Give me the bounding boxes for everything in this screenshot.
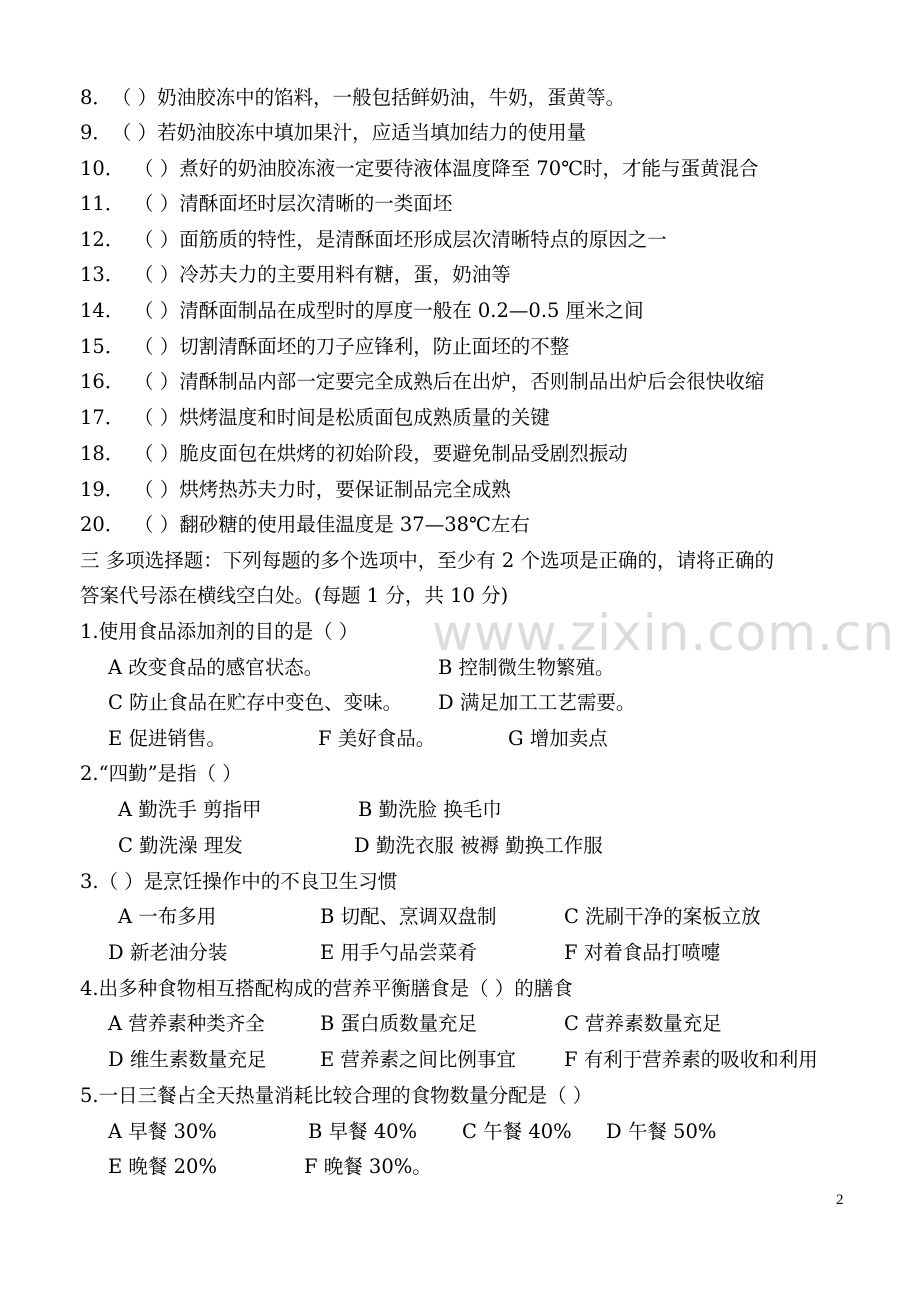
- tf-item: [80, 299, 644, 323]
- item-text: （ ）切割清酥面坯的刀子应锋利，防止面坯的不整: [134, 335, 570, 358]
- option: C 营养素数量充足: [564, 1012, 722, 1035]
- tf-item: [80, 478, 511, 502]
- option-row: [108, 941, 720, 965]
- option: C 防止食品在贮存中变色、变味。: [108, 691, 403, 714]
- option: B 切配、烹调双盘制: [320, 905, 497, 928]
- watermark: www.zixin.com.cn: [432, 604, 896, 662]
- item-number: 14．: [80, 299, 125, 322]
- option: D 午餐 50%: [606, 1120, 717, 1143]
- option-row: [108, 1155, 432, 1179]
- tf-item: [80, 406, 550, 430]
- option-row: [118, 834, 603, 858]
- section-instructions: 答案代号添在横线空白处。(每题 1 分，共 10 分): [80, 584, 509, 607]
- item-text: （ ）脆皮面包在烘烤的初始阶段，要避免制品受剧烈振动: [134, 442, 628, 465]
- tf-item: [80, 86, 625, 110]
- page-number: 2: [836, 1192, 844, 1208]
- tf-item: [80, 192, 452, 216]
- item-number: 11．: [80, 192, 125, 215]
- item-text: （ ）清酥制品内部一定要完全成熟后在出炉，否则制品出炉后会很快收缩: [134, 370, 765, 393]
- option: D 新老油分装: [108, 941, 228, 964]
- option-row: [108, 727, 608, 751]
- item-text: （ ）清酥面坯时层次清晰的一类面坯: [134, 192, 453, 215]
- tf-item: [80, 370, 764, 394]
- item-number: 12．: [80, 228, 125, 251]
- section-heading: 三 多项选择题：下列每题的多个选项中，至少有 2 个选项是正确的，请将正确的: [80, 549, 775, 572]
- tf-item: [80, 157, 759, 181]
- item-text: （ ）清酥面制品在成型时的厚度一般在 0.2—0.5 厘米之间: [134, 299, 644, 322]
- item-text: （ ）冷苏夫力的主要用料有糖，蛋，奶油等: [134, 263, 511, 286]
- tf-item: [80, 335, 569, 359]
- item-text: （ ）奶油胶冻中的馅料，一般包括鲜奶油，牛奶，蛋黄等。: [111, 86, 626, 109]
- item-text: （ ）烘烤温度和时间是松质面包成熟质量的关键: [134, 406, 550, 429]
- option: A 营养素种类齐全: [108, 1012, 265, 1035]
- option: E 晚餐 20%: [108, 1155, 217, 1178]
- item-number: 16．: [80, 370, 125, 393]
- option: F 晚餐 30%。: [304, 1155, 432, 1178]
- option-row: [108, 1012, 722, 1036]
- tf-item: [80, 263, 511, 287]
- item-text: （ ）若奶油胶冻中填加果汁，应适当填加结力的使用量: [111, 121, 587, 144]
- option: E 促进销售。: [108, 727, 226, 750]
- item-number: 17．: [80, 406, 125, 429]
- item-text: （ ）面筋质的特性，是清酥面坯形成层次清晰特点的原因之一: [134, 228, 667, 251]
- item-number: 15．: [80, 335, 125, 358]
- option: D 满足加工工艺需要。: [438, 691, 636, 714]
- option: B 勤洗脸 换毛巾: [358, 798, 502, 821]
- option: B 早餐 40%: [308, 1120, 418, 1143]
- option: A 勤洗手 剪指甲: [118, 798, 262, 821]
- option-row: [108, 1048, 818, 1072]
- option: F 美好食品。: [318, 727, 436, 750]
- item-text: （ ）煮好的奶油胶冻液一定要待液体温度降至 70℃时，才能与蛋黄混合: [134, 157, 759, 180]
- option: A 改变食品的感官状态。: [108, 656, 324, 679]
- option: F 有利于营养素的吸收和利用: [564, 1048, 818, 1071]
- option: A 一布多用: [118, 905, 217, 928]
- item-number: 19．: [80, 478, 125, 501]
- item-text: （ ）烘烤热苏夫力时，要保证制品完全成熟: [134, 478, 511, 501]
- option: A 早餐 30%: [108, 1120, 217, 1143]
- option-row: [118, 905, 761, 929]
- option-row: [118, 798, 502, 822]
- option: B 蛋白质数量充足: [320, 1012, 478, 1035]
- question-stem: 1.使用食品添加剂的目的是（ ）: [80, 620, 359, 643]
- option-row: [108, 691, 635, 715]
- tf-item: [80, 442, 628, 466]
- tf-item: [80, 228, 667, 252]
- item-text: （ ）翻砂糖的使用最佳温度是 37—38℃左右: [134, 513, 530, 536]
- option-row: [108, 1120, 716, 1144]
- option: B 控制微生物繁殖。: [438, 656, 615, 679]
- option: D 勤洗衣服 被褥 勤换工作服: [354, 834, 603, 857]
- option: F 对着食品打喷嚏: [564, 941, 721, 964]
- question-stem: 2.“四勤”是指（ ）: [80, 762, 242, 785]
- question-stem: 4.出多种食物相互搭配构成的营养平衡膳食是（ ）的膳食: [80, 977, 573, 1000]
- item-number: 20．: [80, 513, 125, 536]
- tf-item: [80, 513, 530, 537]
- option: C 勤洗澡 理发: [118, 834, 243, 857]
- option: D 维生素数量充足: [108, 1048, 267, 1071]
- item-number: 18．: [80, 442, 125, 465]
- item-number: 13．: [80, 263, 125, 286]
- option: G 增加卖点: [508, 727, 608, 750]
- item-number: 8．: [80, 86, 112, 109]
- question-stem: 3.（ ）是烹饪操作中的不良卫生习惯: [80, 870, 398, 893]
- tf-item: [80, 121, 586, 145]
- option: C 洗刷干净的案板立放: [564, 905, 761, 928]
- option: E 营养素之间比例事宜: [320, 1048, 516, 1071]
- option: C 午餐 40%: [462, 1120, 572, 1143]
- item-number: 10．: [80, 157, 125, 180]
- option: E 用手勺品尝菜肴: [320, 941, 477, 964]
- question-stem: 5.一日三餐占全天热量消耗比较合理的食物数量分配是（ ）: [80, 1084, 593, 1107]
- item-number: 9．: [80, 121, 112, 144]
